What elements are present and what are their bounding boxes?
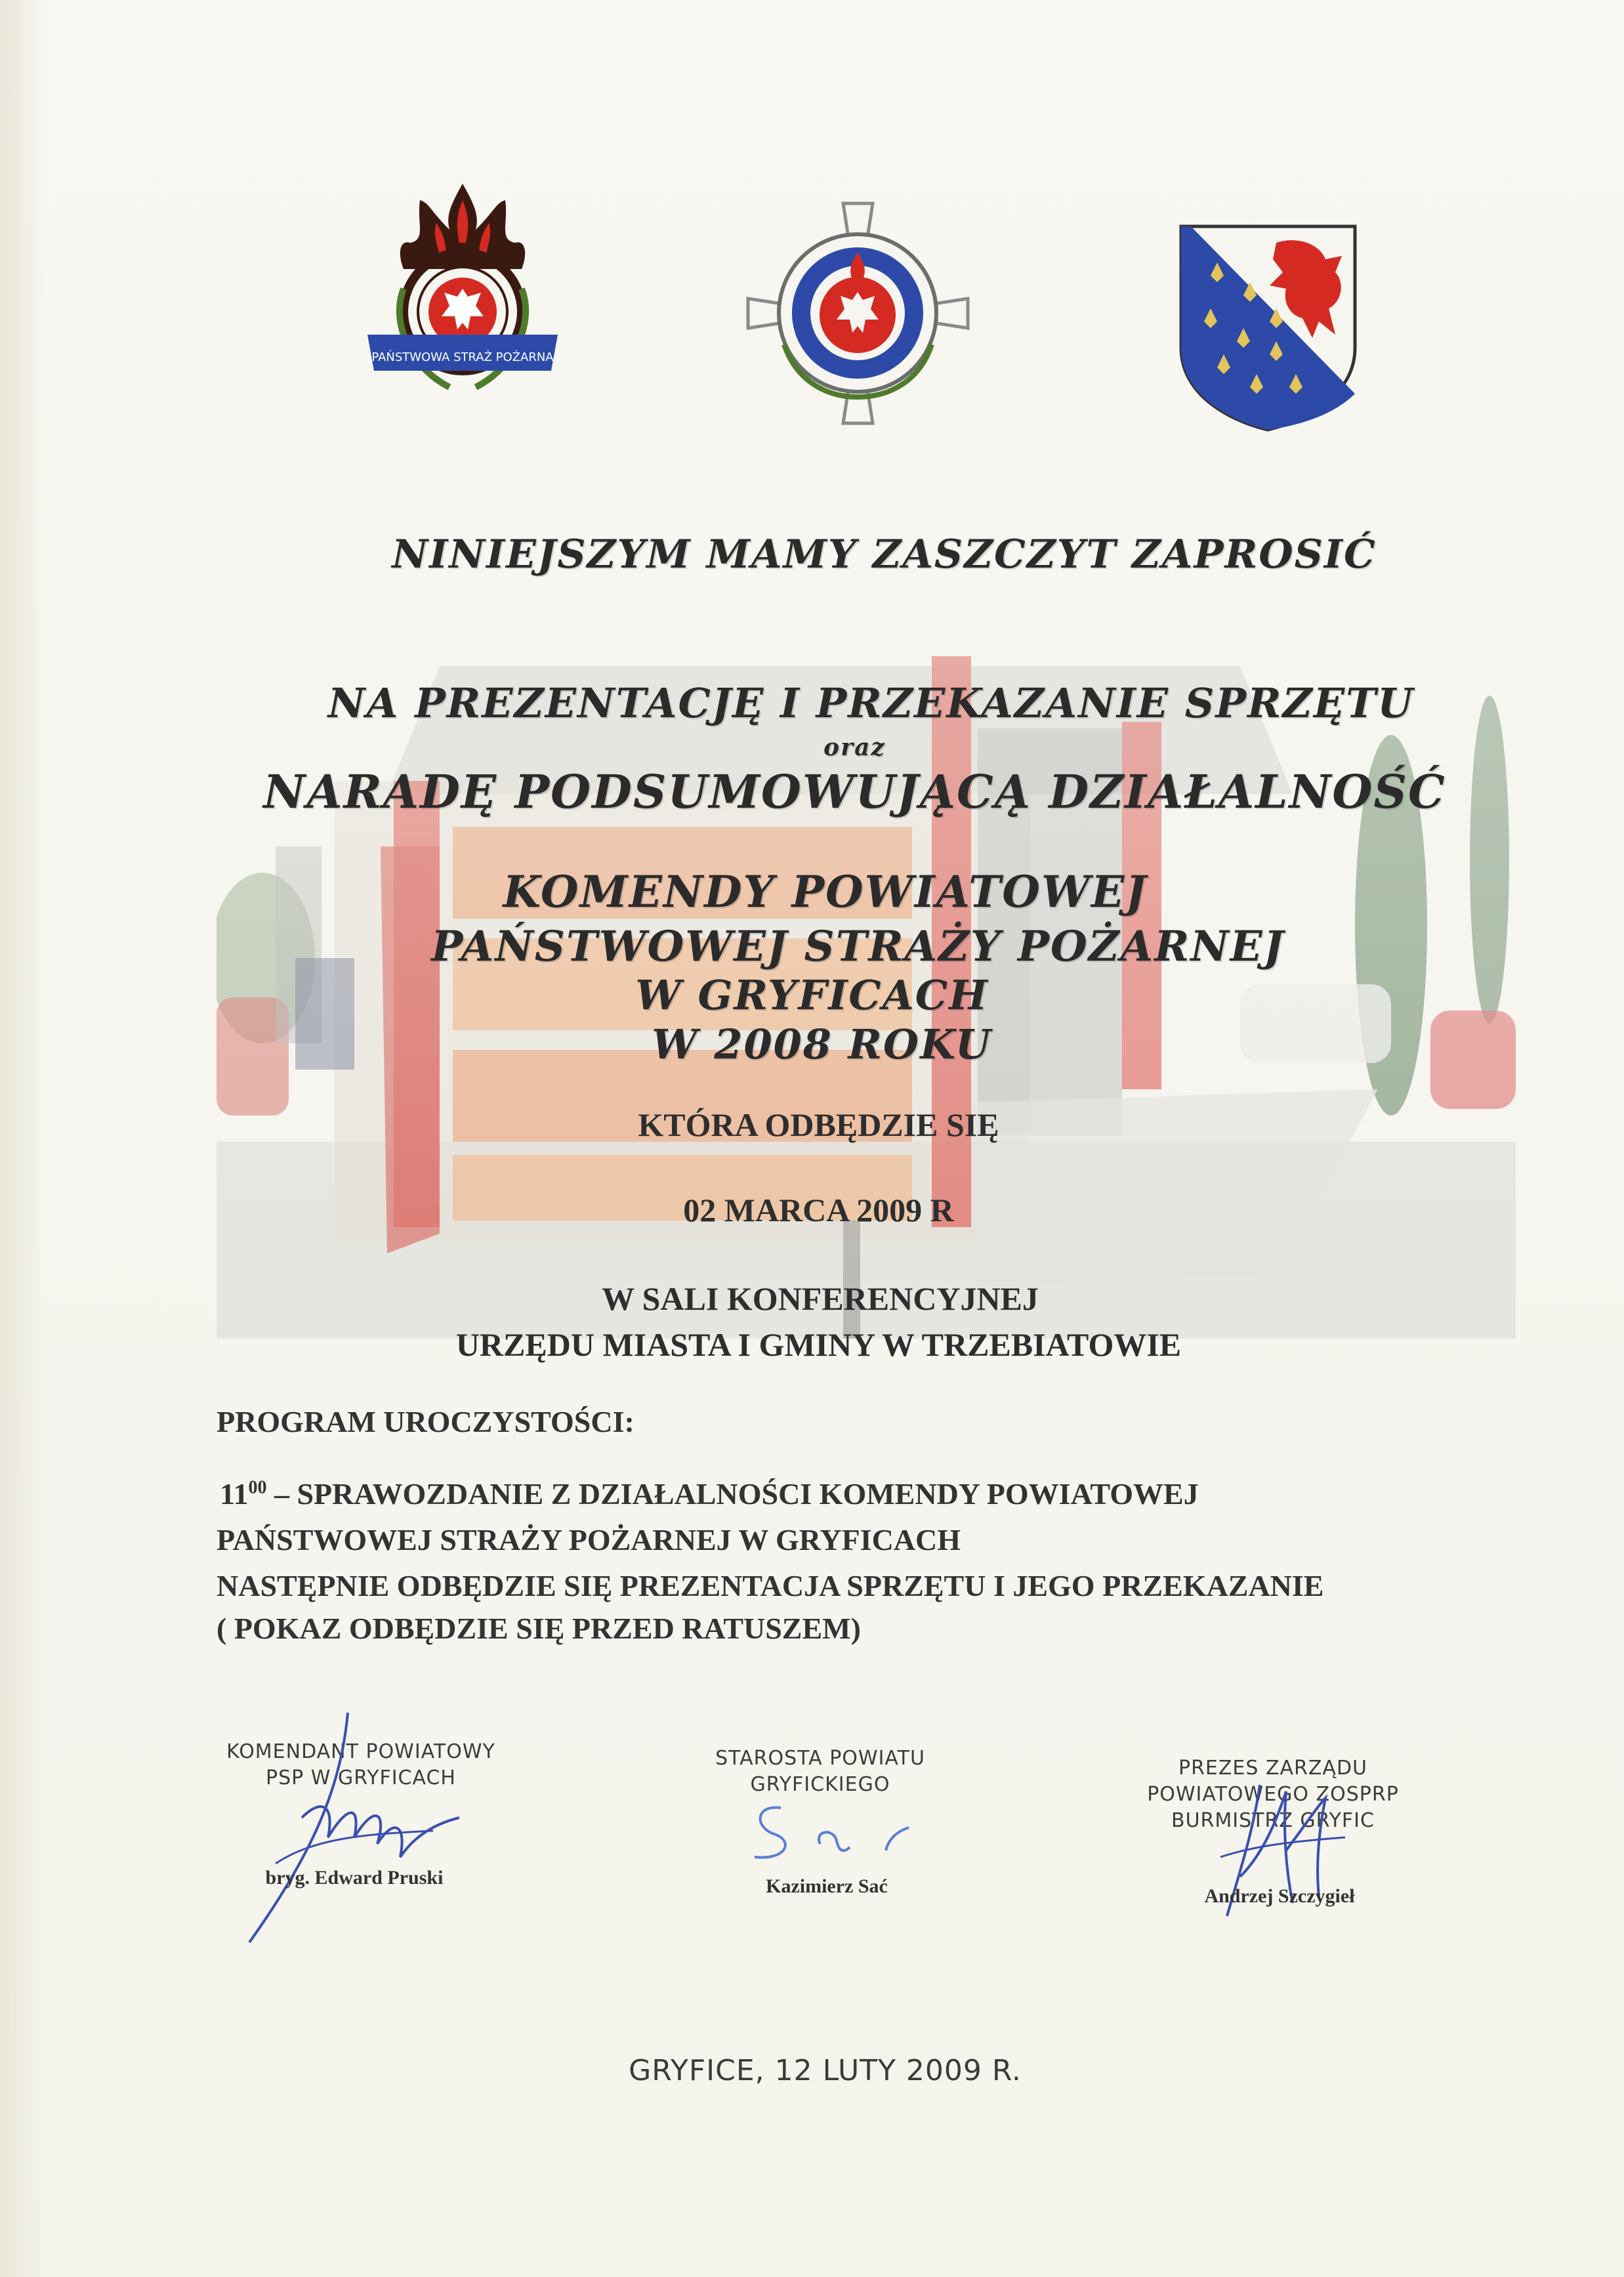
place-and-date: GRYFICE, 12 LUTY 2009 R. — [629, 2054, 1022, 2087]
venue-line-2: URZĘDU MIASTA I GMINY W TRZEBIATOWIE — [455, 1326, 1182, 1363]
meeting-line: NARADĘ PODSUMOWUJĄCĄ DZIAŁALNOŚĆ — [263, 764, 1446, 819]
presentation-line: NA PREZENTACJĘ I PRZEKAZANIE SPRZĘTU — [327, 679, 1415, 727]
signatory-2-title — [676, 1745, 965, 1798]
event-date: 02 MARCA 2009 R — [683, 1192, 954, 1228]
year-line: W 2008 ROKU — [652, 1020, 992, 1068]
program-time-hour: 11 — [220, 1477, 249, 1511]
fire-service-line: PAŃSTWOWEJ STRAŻY POŻARNEJ — [431, 922, 1285, 971]
program-line-1-text: – SPRAWOZDANIE Z DZIAŁALNOŚCI KOMENDY POWIATOWEJ — [266, 1477, 1199, 1511]
psp-emblem-icon — [364, 177, 561, 413]
location-line: W GRYFICACH — [635, 971, 989, 1019]
command-line: KOMENDY POWIATOWEJ — [503, 866, 1148, 917]
zosp-emblem-icon — [745, 200, 971, 427]
signatory-1-title-line-2: PSP W GRYFICACH — [265, 1766, 456, 1789]
program-line-1 — [220, 1476, 1199, 1511]
program-line-3: NASTĘPNIE ODBĘDZIE SIĘ PREZENTACJA SPRZĘTU I JEGO PRZEKAZANIE — [217, 1569, 1324, 1602]
invitation-heading: NINIEJSZYM MAMY ZASZCZYT ZAPROSIĆ — [392, 532, 1377, 577]
coat-of-arms-icon — [1178, 223, 1358, 433]
signatory-1-name: bryg. Edward Pruski — [265, 1867, 444, 1889]
program-label: PROGRAM UROCZYSTOŚCI: — [217, 1405, 635, 1438]
signature-2-icon — [741, 1798, 925, 1870]
signatory-1-title-line-1: KOMENDANT POWIATOWY — [226, 1740, 495, 1763]
signatory-3-name: Andrzej Szczygieł — [1204, 1885, 1355, 1907]
program-line-4: ( POKAZ ODBĘDZIE SIĘ PRZED RATUSZEM) — [217, 1612, 861, 1645]
will-take-place-line: KTÓRA ODBĘDZIE SIĘ — [638, 1106, 999, 1143]
signatory-2-title-line-1: STAROSTA POWIATU — [715, 1747, 925, 1770]
venue-line-1: W SALI KONFERENCYJNEJ — [602, 1280, 1039, 1317]
program-time-minutes: 00 — [248, 1477, 267, 1498]
oraz-line: oraz — [823, 734, 886, 761]
signatory-3-title-line-1: PREZES ZARZĄDU — [1178, 1757, 1368, 1780]
signatory-2-name: Kazimierz Sać — [766, 1875, 888, 1897]
psp-emblem-text: PAŃSTWOWA STRAŻ POŻARNA — [371, 350, 554, 364]
signatory-2-title-line-2: GRYFICKIEGO — [750, 1773, 890, 1796]
signature-1-icon — [236, 1706, 472, 1949]
signatory-3-title-line-3: BURMISTRZ GRYFIC — [1171, 1809, 1375, 1832]
program-line-2: PAŃSTWOWEJ STRAŻY POŻARNEJ W GRYFICACH — [217, 1523, 961, 1556]
signatory-3-title-line-2: POWIATOWEGO ZOSPRP — [1147, 1783, 1399, 1806]
